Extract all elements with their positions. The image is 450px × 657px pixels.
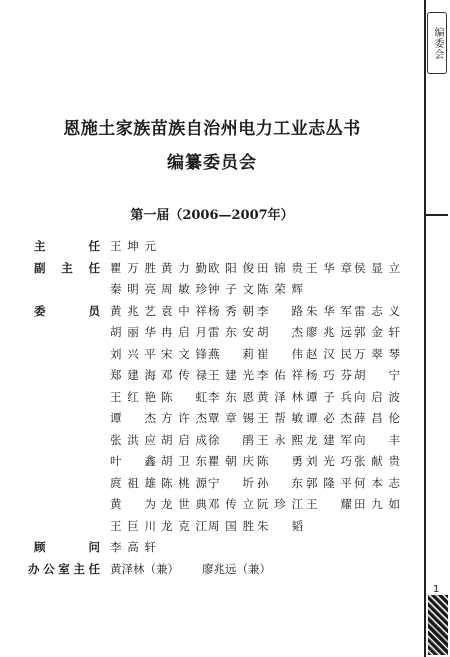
role-label: 委员 [34, 303, 100, 318]
member-name: 杨巧芬 [306, 368, 352, 382]
member-name: 谭杰 [110, 411, 156, 425]
member-name: 杨秀朝 [208, 303, 254, 318]
member-name: 周国胜 [208, 518, 254, 533]
member-name: 王红艳 [110, 389, 156, 404]
role-label: 主任 [34, 239, 100, 253]
edge-texture [428, 595, 448, 655]
member-name: 刘光巧 [306, 454, 352, 468]
member-name: 方许杰 [161, 411, 207, 425]
member-name: 王耀 [306, 497, 352, 511]
member-name: 陈勇 [257, 454, 303, 468]
member-name: 陈桃源 [161, 475, 207, 490]
member-name: 王帮敏 [257, 411, 303, 425]
member-name: 龙世典 [161, 497, 207, 511]
role-label: 副主任 [34, 260, 100, 275]
member-name: 胡启成 [161, 432, 207, 447]
member-name: 王华章 [306, 260, 352, 275]
roster-row [0, 389, 424, 409]
member-name: 袁中祥 [161, 303, 207, 318]
member-name: 李高轩 [110, 540, 156, 554]
member-name: 冉启月 [161, 325, 207, 339]
side-rule [424, 0, 426, 657]
member-name: 王坤元 [110, 239, 156, 253]
member-name: 徐鹃 [208, 432, 254, 447]
member-name: 郑建海 [110, 368, 156, 382]
roster-row [0, 238, 424, 258]
member-name: 薛昌伦 [354, 411, 400, 425]
member-name: 燕莉 [208, 346, 254, 361]
member-name: 钟子文 [208, 282, 254, 296]
member-name: 黄力勤 [161, 260, 207, 275]
roster-row [0, 453, 424, 473]
committee-title: 编纂委员会 [167, 153, 257, 173]
member-name: 宋文锋 [161, 346, 207, 361]
member-name: 黄泽林（兼） [110, 561, 179, 576]
role-label: 顾问 [34, 540, 100, 554]
member-name: 朱华军 [306, 303, 352, 318]
member-name: 万翠琴 [354, 346, 400, 361]
member-name: 李路 [257, 303, 303, 318]
roster-row [0, 496, 424, 516]
roster-row [0, 346, 424, 366]
member-name: 张洪应 [110, 432, 156, 447]
member-name: 李佑祥 [257, 368, 303, 382]
member-name: 邓传立 [208, 497, 254, 511]
member-name: 田九如 [354, 497, 400, 511]
section-tab [427, 12, 447, 74]
member-name: 向丰 [354, 432, 400, 447]
member-name: 王永熙 [257, 432, 303, 447]
roster-row [0, 475, 424, 495]
member-name: 郭金轩 [354, 325, 400, 339]
book-series-title: 恩施土家族苗族自治州电力工业志丛书 [63, 119, 361, 139]
member-name: 张献贵 [354, 454, 400, 468]
roster-row [0, 561, 424, 581]
member-name: 田锦贵 [257, 260, 303, 275]
member-name: 王建光 [208, 368, 254, 382]
roster-row [0, 539, 424, 559]
member-name: 廖兆远 [306, 325, 352, 339]
member-name: 邓传禄 [161, 368, 207, 382]
member-name: 欧阳俊 [208, 260, 254, 275]
section-tab-label: 编委会 [432, 26, 443, 60]
member-name: 谭子兵 [306, 389, 352, 404]
member-name: 庹祖雄 [110, 475, 156, 490]
member-name: 崔伟 [257, 346, 303, 361]
member-name: 廖兆远（兼） [202, 561, 271, 576]
member-name: 谭必杰 [306, 411, 352, 425]
member-name: 陈虹 [161, 389, 207, 404]
member-name: 侯显立 [354, 260, 400, 275]
member-name: 黄为 [110, 497, 156, 511]
member-name: 胡杰 [257, 325, 303, 339]
member-name: 胡丽华 [110, 325, 156, 339]
member-name: 黄泽林 [257, 389, 303, 404]
roster-row [0, 303, 424, 323]
member-name: 何本志 [354, 475, 400, 490]
member-name: 黄兆艺 [110, 303, 156, 318]
member-name: 李东恩 [208, 389, 254, 404]
member-name: 朱韬 [257, 518, 303, 533]
roster-row [0, 518, 424, 538]
member-name: 王巨川 [110, 518, 156, 533]
roster-row [0, 260, 424, 280]
member-name: 宁圻 [208, 475, 254, 490]
roster-row [0, 281, 424, 301]
member-name: 陈荣辉 [257, 282, 303, 296]
roster-row [0, 410, 424, 430]
member-name: 秦明亮 [110, 282, 156, 296]
member-name: 周敏珍 [161, 282, 207, 296]
role-label: 办公室主任 [28, 561, 100, 576]
member-name: 刘兴平 [110, 346, 156, 361]
member-name: 胡卫东 [161, 454, 207, 468]
member-name: 雷东安 [208, 325, 254, 339]
roster-row [0, 367, 424, 387]
member-name: 郭隆平 [306, 475, 352, 490]
member-name: 龙克江 [161, 518, 207, 533]
session-heading: 第一届（2006—2007年） [130, 208, 294, 223]
member-name: 阮珍江 [257, 497, 303, 511]
side-tick [424, 214, 448, 216]
member-name: 雷志义 [354, 303, 400, 318]
member-name: 瞿万胜 [110, 260, 156, 275]
member-name: 叶鑫 [110, 454, 156, 468]
member-name: 瞿朝庆 [208, 454, 254, 468]
member-name: 覃章锡 [208, 411, 254, 425]
member-name: 胡宁 [354, 368, 400, 382]
member-name: 孙东 [257, 475, 303, 490]
member-name: 赵汉民 [306, 346, 352, 361]
page-number: 1 [433, 584, 440, 595]
member-name: 向启波 [354, 389, 400, 404]
roster-row [0, 324, 424, 344]
member-name: 龙建军 [306, 432, 352, 447]
roster-row [0, 432, 424, 452]
